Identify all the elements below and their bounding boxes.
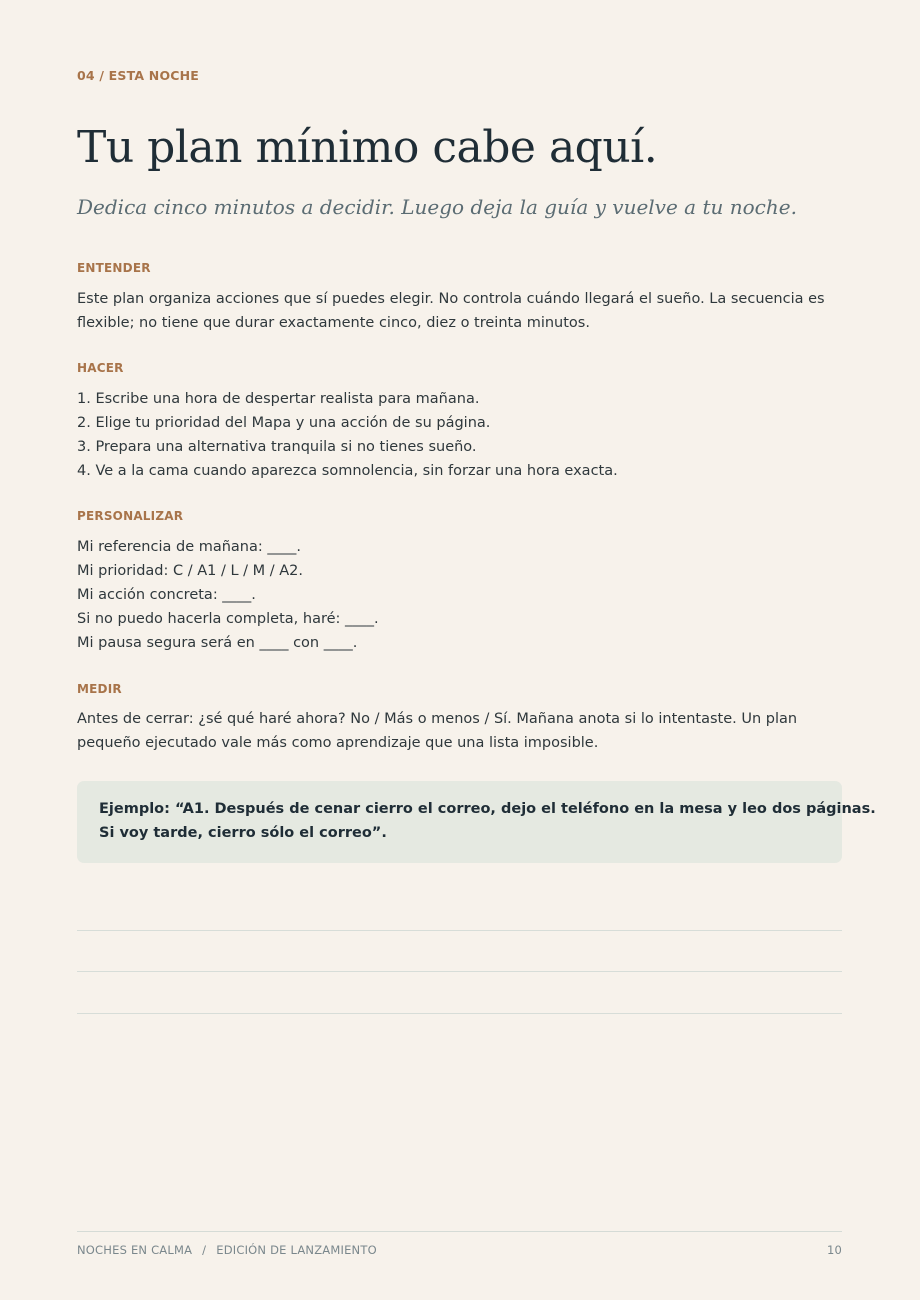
section-kicker: 04 / ESTA NOCHE xyxy=(77,68,200,83)
section-body-medir xyxy=(77,707,842,755)
page-footer xyxy=(77,1243,842,1257)
example-line-2: Si voy tarde, cierro sólo el correo”. xyxy=(99,825,387,841)
medir-line-1: Antes de cerrar: ¿sé qué haré ahora? No / Más o menos / Sí. Mañana anota si lo intentaste. Un plan xyxy=(77,711,798,727)
entender-line-1: Este plan organiza acciones que sí puedes elegir. No controla cuándo llegará el sueño. La secuencia es xyxy=(77,291,825,307)
footer-divider xyxy=(77,1231,842,1232)
page-number: 10 xyxy=(826,1243,842,1257)
section-body-entender xyxy=(77,287,842,335)
writing-line xyxy=(77,930,842,931)
section-label-personalizar: PERSONALIZAR xyxy=(77,509,184,523)
example-callout xyxy=(77,781,876,863)
personalizar-line-4: Si no puedo hacerla completa, haré: ____. xyxy=(77,611,379,627)
personalizar-line-2: Mi prioridad: C / A1 / L / M / A2. xyxy=(77,563,304,579)
writing-line xyxy=(77,1013,842,1014)
section-body-personalizar xyxy=(77,535,842,655)
section-body-hacer xyxy=(77,387,842,483)
medir-line-2: pequeño ejecutado vale más como aprendizaje que una lista imposible. xyxy=(77,735,599,751)
personalizar-line-3: Mi acción concreta: ____. xyxy=(77,587,256,603)
footer-book-title: NOCHES EN CALMA xyxy=(77,1243,193,1257)
personalizar-line-1: Mi referencia de mañana: ____. xyxy=(77,539,301,555)
page-title: Tu plan mínimo cabe aquí. xyxy=(77,122,658,173)
section-label-entender: ENTENDER xyxy=(77,261,151,275)
writing-line xyxy=(77,971,842,972)
page xyxy=(77,0,876,1300)
page-subtitle: Dedica cinco minutos a decidir. Luego deja la guía y vuelve a tu noche. xyxy=(77,195,797,219)
example-line-1: Ejemplo: “A1. Después de cenar cierro el correo, dejo el teléfono en la mesa y leo dos páginas. xyxy=(99,801,876,817)
section-label-medir: MEDIR xyxy=(77,682,122,696)
hacer-step-3: 3. Prepara una alternativa tranquila si no tienes sueño. xyxy=(77,439,477,455)
footer-separator: / xyxy=(202,1243,207,1257)
personalizar-line-5: Mi pausa segura será en ____ con ____. xyxy=(77,635,358,651)
hacer-step-4: 4. Ve a la cama cuando aparezca somnolencia, sin forzar una hora exacta. xyxy=(77,463,618,479)
entender-line-2: flexible; no tiene que durar exactamente cinco, diez o treinta minutos. xyxy=(77,315,590,331)
section-label-hacer: HACER xyxy=(77,361,124,375)
hacer-step-1: 1. Escribe una hora de despertar realista para mañana. xyxy=(77,391,480,407)
hacer-step-2: 2. Elige tu prioridad del Mapa y una acción de su página. xyxy=(77,415,491,431)
example-callout-text xyxy=(99,797,876,845)
footer-edition: EDICIÓN DE LANZAMIENTO xyxy=(216,1243,377,1257)
